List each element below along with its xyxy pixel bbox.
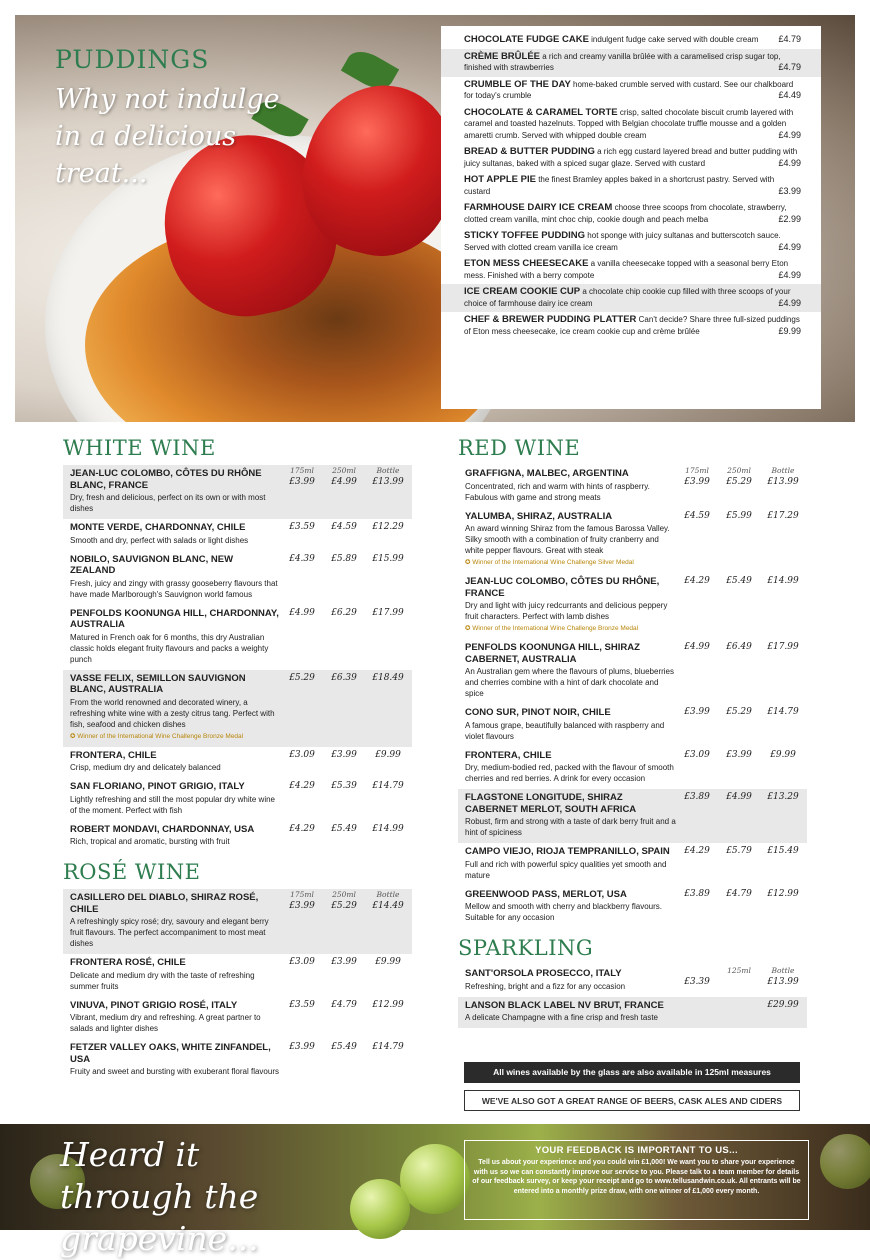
pudding-name: BREAD & BUTTER PUDDING — [464, 146, 595, 157]
wine-prices — [676, 465, 806, 488]
wine-description: Full and rich with powerful spicy qualities yet smooth and mature — [465, 859, 667, 880]
pudding-name: ETON MESS CHEESECAKE — [464, 258, 589, 269]
pudding-name: CHOCOLATE & CARAMEL TORTE — [464, 106, 618, 118]
pudding-price: £4.99 — [778, 129, 801, 140]
size-label: 175ml — [290, 466, 314, 475]
pudding-price: £4.79 — [778, 34, 801, 44]
price-p2: £5.89 — [331, 553, 357, 564]
wine-name: FRONTERA, CHILE — [70, 749, 157, 761]
pudding-name: ICE CREAM COOKIE CUP — [464, 286, 581, 297]
wine-description: Mellow and smooth with cherry and blackberry flavours. Suitable for any occasion — [465, 902, 662, 922]
wine-name: CASILLERO DEL DIABLO, SHIRAZ ROSÉ, CHILE — [70, 892, 259, 915]
pudding-description: hot sponge with juicy sultanas and butterscotch sauce. Served with clotted cream vanilla ice cream — [464, 231, 781, 252]
wine-item — [63, 605, 412, 670]
price-values — [676, 477, 806, 488]
price-p3: £14.99 — [372, 823, 404, 834]
wine-prices — [676, 792, 806, 803]
price-p2: £5.29 — [726, 707, 752, 717]
wine-name: VASSE FELIX, SEMILLON SAUVIGNON BLANC, AUSTRALIA — [70, 672, 246, 695]
wine-item — [458, 789, 807, 843]
wine-description: Delicate and medium dry with the taste of refreshing summer fruits — [70, 970, 255, 991]
wine-name: ROBERT MONDAVI, CHARDONNAY, USA — [70, 823, 255, 835]
wine-item — [458, 843, 807, 886]
pudding-price: £4.99 — [778, 269, 801, 280]
wine-item — [458, 639, 807, 704]
wine-name: CONO SUR, PINOT NOIR, CHILE — [465, 707, 611, 718]
price-p1: £4.39 — [289, 553, 315, 564]
wine-prices — [676, 1000, 806, 1011]
wine-description: Lightly refreshing and still the most popular dry white wine of the moment. Perfect with fish — [70, 794, 275, 815]
pudding-name: HOT APPLE PIE — [464, 174, 536, 185]
size-labels — [281, 465, 411, 476]
price-p3: £13.99 — [372, 477, 404, 487]
price-p3: £14.79 — [372, 781, 404, 791]
wine-prices — [281, 522, 411, 533]
price-p1: £3.89 — [684, 888, 710, 899]
price-p1: £3.59 — [289, 999, 315, 1010]
price-p2: £6.39 — [331, 672, 357, 683]
wine-name: GREENWOOD PASS, MERLOT, USA — [465, 888, 627, 900]
pudding-item — [441, 144, 821, 172]
pudding-description: a vanilla cheesecake topped with a seasonal berry Eton mess. Finished with a berry compote — [464, 259, 789, 280]
pudding-item — [441, 256, 821, 284]
price-values — [676, 977, 806, 988]
size-label: 250ml — [727, 466, 751, 475]
wine-prices — [676, 642, 806, 653]
pudding-price: £9.99 — [778, 325, 801, 336]
price-p1: £4.59 — [684, 510, 710, 521]
pudding-description: a rich and creamy vanilla brûlée with a caramelised crisp sugar top, finished with strawberries — [464, 51, 781, 72]
pudding-price: £4.99 — [778, 241, 801, 252]
price-p3: £15.99 — [372, 553, 404, 564]
wine-name: GRAFFIGNA, MALBEC, ARGENTINA — [465, 468, 629, 479]
price-values — [281, 901, 411, 912]
pudding-item — [441, 284, 821, 312]
price-p1: £4.29 — [684, 846, 710, 856]
wine-prices — [281, 465, 411, 488]
wine-award-text: Winner of the International Wine Challenge Bronze Medal — [77, 732, 244, 740]
wine-prices — [676, 576, 806, 587]
price-p2: £3.99 — [726, 749, 752, 760]
wine-item — [458, 508, 807, 574]
price-p1: £4.99 — [289, 607, 315, 618]
price-p3: £13.99 — [767, 477, 799, 487]
wine-prices — [676, 846, 806, 857]
grape-image — [400, 1144, 470, 1214]
wine-description: Refreshing, bright and a fizz for any occasion — [465, 981, 626, 991]
right-wine-column — [458, 436, 807, 1028]
price-p2: £5.39 — [331, 781, 357, 791]
wine-prices — [676, 965, 806, 988]
wine-name: FRONTERA ROSÉ, CHILE — [70, 957, 186, 968]
pudding-name: FARMHOUSE DAIRY ICE CREAM — [464, 202, 613, 213]
wine-prices — [281, 781, 411, 792]
pudding-item — [441, 32, 821, 49]
wine-name: FETZER VALLEY OAKS, WHITE ZINFANDEL, USA — [70, 1042, 271, 1065]
price-p2: £4.79 — [726, 888, 752, 899]
wine-name: JEAN-LUC COLOMBO, CÔTES DU RHÔNE, FRANCE — [465, 576, 660, 599]
wine-description: An award winning Shiraz from the famous Barossa Valley. Silky smooth with a combination of fruity cranberry and white pepper flavours. Great with steak — [465, 524, 670, 555]
wine-prices — [281, 957, 411, 968]
puddings-tagline: Why not indulge in a delicious treat... — [55, 84, 280, 189]
wine-name: NOBILO, SAUVIGNON BLANC, NEW ZEALAND — [70, 553, 234, 576]
wine-award — [70, 731, 406, 742]
wine-award-text: Winner of the International Wine Challenge Bronze Medal — [472, 625, 639, 632]
wine-item — [63, 778, 412, 821]
wine-award — [465, 623, 801, 634]
pudding-name: STICKY TOFFEE PUDDING — [464, 230, 586, 241]
price-p1: £3.09 — [289, 749, 315, 760]
size-label: Bottle — [376, 890, 400, 899]
price-p2: £3.99 — [331, 957, 357, 967]
price-p1: £3.59 — [289, 522, 315, 532]
wine-prices — [676, 511, 806, 522]
wine-prices — [676, 750, 806, 761]
wine-item — [63, 747, 412, 779]
price-p1: £3.99 — [684, 477, 710, 487]
wine-item — [63, 551, 412, 605]
wine-prices — [281, 889, 411, 912]
wine-name: PENFOLDS KOONUNGA HILL, SHIRAZ CABERNET, AUSTRALIA — [465, 642, 640, 665]
wine-name: SANT'ORSOLA PROSECCO, ITALY — [465, 968, 622, 979]
pudding-item — [441, 312, 821, 340]
price-p2: £6.49 — [726, 642, 752, 652]
price-p1: £5.29 — [289, 672, 315, 683]
pudding-description: a chocolate chip cookie cup filled with three scoops of your choice of farmhouse dairy ice cream — [464, 287, 791, 308]
price-p1: £4.99 — [684, 642, 710, 652]
puddings-title: PUDDINGS — [55, 45, 210, 74]
size-label: Bottle — [771, 466, 795, 475]
pudding-item — [441, 228, 821, 256]
wine-prices — [281, 608, 411, 619]
size-header — [676, 965, 806, 988]
pudding-price: £4.49 — [778, 90, 801, 100]
price-p1: £3.99 — [289, 477, 315, 487]
price-p1: £4.29 — [684, 576, 710, 586]
red-wine-title: RED WINE — [458, 436, 581, 460]
pudding-description: crisp, salted chocolate biscuit crumb layered with caramel and toasted hazelnuts. Topped with Belgian chocolate truffle mousse and a golden amaretti crumb. Served with whipped double cream — [464, 107, 794, 140]
feedback-box — [464, 1140, 809, 1220]
wine-description: Robust, firm and strong with a taste of dark berry fruit and a hint of spiciness — [465, 817, 676, 837]
wine-description: Dry and light with juicy redcurrants and delicious peppery fruit characters. Perfect with lamb dishes — [465, 601, 668, 621]
wine-name: YALUMBA, SHIRAZ, AUSTRALIA — [465, 510, 613, 522]
wine-prices — [281, 1000, 411, 1011]
pudding-description: indulgent fudge cake served with double cream — [591, 35, 759, 44]
price-p2: £6.29 — [331, 607, 357, 618]
pudding-item — [441, 172, 821, 200]
wine-description: A famous grape, beautifully balanced with raspberry and violet flavours — [465, 720, 665, 741]
wine-name: PENFOLDS KOONUNGA HILL, CHARDONNAY, AUSTRALIA — [70, 607, 279, 630]
wine-item — [458, 704, 807, 747]
price-p3: £18.49 — [372, 672, 404, 683]
wine-prices — [676, 889, 806, 900]
wine-description: Smooth and dry, perfect with salads or light dishes — [70, 535, 249, 545]
wine-name: SAN FLORIANO, PINOT GRIGIO, ITALY — [70, 781, 245, 792]
size-labels — [676, 965, 806, 976]
price-p2: £5.49 — [726, 576, 752, 586]
price-p2: £4.99 — [331, 477, 357, 487]
wine-description: Concentrated, rich and warm with hints of raspberry. Fabulous with game and strong meats — [465, 481, 650, 502]
price-p1: £3.99 — [289, 901, 315, 911]
grape-image — [820, 1134, 870, 1189]
pudding-description: a rich egg custard layered bread and butter pudding with juicy sultanas, baked with a spiced sugar glaze. Served with custard — [464, 147, 798, 168]
wine-description: Rich, tropical and aromatic, bursting with fruit — [70, 837, 230, 846]
price-p1: £3.09 — [289, 957, 315, 967]
wine-description: Dry, fresh and delicious, perfect on its own or with most dishes — [70, 493, 266, 513]
wine-description: Dry, medium-bodied red, packed with the flavour of smooth cherries and red berries. A drink for every occasion — [465, 763, 674, 783]
wine-item — [63, 997, 412, 1040]
price-p3: £13.29 — [767, 792, 799, 802]
wine-description: Fruity and sweet and bursting with exuberant floral flavours — [70, 1067, 279, 1076]
glass-measure-note: All wines available by the glass are also available in 125ml measures — [464, 1062, 800, 1083]
wine-award — [465, 557, 801, 568]
price-p3: £29.99 — [767, 999, 799, 1010]
wine-name: LANSON BLACK LABEL NV BRUT, FRANCE — [465, 999, 664, 1011]
wine-item — [458, 886, 807, 929]
price-p3: £12.99 — [767, 888, 799, 899]
grape-image — [350, 1179, 410, 1239]
price-p3: £9.99 — [375, 749, 401, 760]
wine-description: Crisp, medium dry and delicately balanced — [70, 763, 221, 772]
price-p3: £13.99 — [767, 977, 799, 987]
pudding-price: £3.99 — [778, 185, 801, 196]
puddings-menu — [441, 26, 821, 409]
footer-tagline: Heard it through the grapevine... — [60, 1135, 259, 1258]
pudding-name: CHEF & BREWER PUDDING PLATTER — [464, 314, 637, 325]
wine-name: VINUVA, PINOT GRIGIO ROSÉ, ITALY — [70, 999, 238, 1011]
wine-description: Matured in French oak for 6 months, this dry Australian classic holds elegant fruity flavours and packs a weighty punch — [70, 632, 269, 664]
rose-wine-list — [63, 889, 412, 1082]
wine-name: JEAN-LUC COLOMBO, CÔTES DU RHÔNE BLANC, FRANCE — [70, 468, 262, 491]
price-values — [281, 477, 411, 488]
price-p2: £5.29 — [726, 477, 752, 487]
wine-description: From the world renowned and decorated winery, a refreshing white wine with a zesty citrus tang. Perfect with fish, seafood and chicken dishes — [70, 697, 275, 729]
size-label: 175ml — [685, 466, 709, 475]
price-p2: £5.99 — [726, 510, 752, 521]
price-p2 — [718, 977, 760, 988]
wine-item — [63, 889, 412, 954]
wine-name: CAMPO VIEJO, RIOJA TEMPRANILLO, SPAIN — [465, 846, 670, 857]
pudding-item — [441, 77, 821, 105]
price-p2: £3.99 — [331, 749, 357, 760]
feedback-title: YOUR FEEDBACK IS IMPORTANT TO US... — [535, 1145, 738, 1156]
pudding-price: £4.99 — [778, 157, 801, 168]
pudding-description: choose three scoops from chocolate, strawberry, clotted cream vanilla, mint choc chip, cookie dough and peach melba — [464, 203, 787, 224]
wine-prices — [676, 707, 806, 718]
wine-item — [63, 1039, 412, 1082]
wine-name: MONTE VERDE, CHARDONNAY, CHILE — [70, 522, 246, 533]
size-header — [281, 889, 411, 912]
wine-prices — [281, 1042, 411, 1053]
wine-item — [458, 573, 807, 639]
size-header — [676, 465, 806, 488]
price-p3: £14.79 — [767, 707, 799, 717]
wine-prices — [281, 750, 411, 761]
price-p1 — [676, 1000, 718, 1011]
wine-name: FRONTERA, CHILE — [465, 749, 552, 761]
size-label: Bottle — [376, 466, 400, 475]
pudding-price: £4.79 — [778, 62, 801, 72]
price-p1: £3.39 — [684, 977, 710, 987]
pudding-description: the finest Bramley apples baked in a shortcrust pastry. Served with custard — [464, 175, 775, 196]
size-label: Bottle — [771, 966, 795, 975]
wine-item — [458, 747, 807, 790]
beers-note: WE'VE ALSO GOT A GREAT RANGE OF BEERS, CASK ALES AND CIDERS — [464, 1090, 800, 1111]
price-p3: £14.99 — [767, 576, 799, 586]
price-p3: £9.99 — [770, 749, 796, 760]
wine-item — [458, 965, 807, 997]
wine-item — [63, 519, 412, 551]
award-medal-icon: ✪ — [465, 559, 473, 566]
size-labels — [676, 465, 806, 476]
price-p3: £12.99 — [372, 999, 404, 1010]
footer-banner — [0, 1124, 870, 1258]
size-label — [676, 965, 718, 976]
wine-item — [63, 465, 412, 519]
price-p2 — [718, 1000, 760, 1011]
wine-description: Vibrant, medium dry and refreshing. A great partner to salads and lighter dishes — [70, 1013, 261, 1033]
price-p3: £14.79 — [372, 1042, 404, 1052]
price-p2: £4.99 — [726, 792, 752, 802]
price-p1: £3.09 — [684, 749, 710, 760]
price-p2: £5.49 — [331, 1042, 357, 1052]
white-wine-title: WHITE WINE — [63, 436, 216, 460]
price-p3: £17.99 — [767, 642, 799, 652]
price-p3: £17.99 — [372, 607, 404, 618]
wine-prices — [281, 824, 411, 835]
price-p1: £3.99 — [289, 1042, 315, 1052]
rose-wine-title: ROSÉ WINE — [63, 860, 201, 884]
price-p1: £3.99 — [684, 707, 710, 717]
size-labels — [281, 889, 411, 900]
red-wine-list — [458, 465, 807, 928]
price-p3: £12.29 — [372, 522, 404, 532]
size-label: 125ml — [727, 966, 751, 975]
price-p2: £4.79 — [331, 999, 357, 1010]
pudding-description: home-baked crumble served with custard. See our chalkboard for today's crumble — [464, 79, 794, 100]
pudding-name: CHOCOLATE FUDGE CAKE — [464, 34, 589, 45]
pudding-name: CRUMBLE OF THE DAY — [464, 78, 571, 90]
wine-description: Fresh, juicy and zingy with grassy gooseberry flavours that have made Marlborough's Sauvignon world famous — [70, 578, 278, 599]
price-p2: £4.59 — [331, 522, 357, 532]
feedback-body: Tell us about your experience and you could win £1,000! We want you to share your experience with us so we can constantly improve our service to you. Please talk to a team member for details of our feedback survey, or keep your receipt and go to www.tellusandwin.co.uk. All entrants will be entered into a monthly prize draw, with one winner of £1,000 every month. — [472, 1159, 801, 1195]
wine-description: A delicate Champagne with a fine crisp and fresh taste — [465, 1013, 658, 1022]
pudding-item — [441, 200, 821, 228]
wine-name: FLAGSTONE LONGITUDE, SHIRAZ CABERNET MERLOT, SOUTH AFRICA — [465, 792, 637, 815]
white-wine-list — [63, 465, 412, 852]
pudding-description: Can't decide? Share three full-sized puddings of Eton mess cheesecake, ice cream cookie cup and crème brûlée — [464, 315, 800, 336]
wine-description: An Australian gem where the flavours of plums, blueberries and cherries combine with a hint of dark chocolate and spice — [465, 667, 674, 698]
wine-item — [63, 821, 412, 853]
pudding-price: £4.99 — [778, 297, 801, 308]
sparkling-list — [458, 965, 807, 1028]
price-p1: £4.29 — [289, 823, 315, 834]
wine-item — [63, 954, 412, 997]
wine-item — [458, 465, 807, 508]
price-p3: £15.49 — [767, 846, 799, 856]
wine-description: A refreshingly spicy rosé; dry, savoury and elegant berry fruit flavours. The perfect accompaniment to most meat dishes — [70, 917, 269, 948]
price-p2: £5.29 — [331, 901, 357, 911]
pudding-item — [441, 49, 821, 77]
wine-item — [63, 670, 412, 747]
price-p1: £3.89 — [684, 792, 710, 802]
left-wine-column — [63, 436, 412, 1082]
price-p2: £5.79 — [726, 846, 752, 856]
size-label: 175ml — [290, 890, 314, 899]
pudding-item — [441, 105, 821, 145]
wine-prices — [281, 673, 411, 684]
wine-item — [458, 997, 807, 1029]
sparkling-title: SPARKLING — [458, 936, 594, 960]
price-p3: £14.49 — [372, 901, 404, 911]
wine-award-text: Winner of the International Wine Challenge Silver Medal — [472, 559, 634, 566]
size-label: 250ml — [332, 466, 356, 475]
award-medal-icon: ✪ — [70, 732, 78, 740]
pudding-name: CRÈME BRÛLÉE — [464, 50, 541, 62]
size-label: 250ml — [332, 890, 356, 899]
award-medal-icon: ✪ — [465, 625, 473, 632]
price-p3: £9.99 — [375, 957, 401, 967]
price-p2: £5.49 — [331, 823, 357, 834]
price-p3: £17.29 — [767, 510, 799, 521]
pudding-price: £2.99 — [778, 213, 801, 224]
size-header — [281, 465, 411, 488]
wine-prices — [281, 554, 411, 565]
price-p1: £4.29 — [289, 781, 315, 791]
